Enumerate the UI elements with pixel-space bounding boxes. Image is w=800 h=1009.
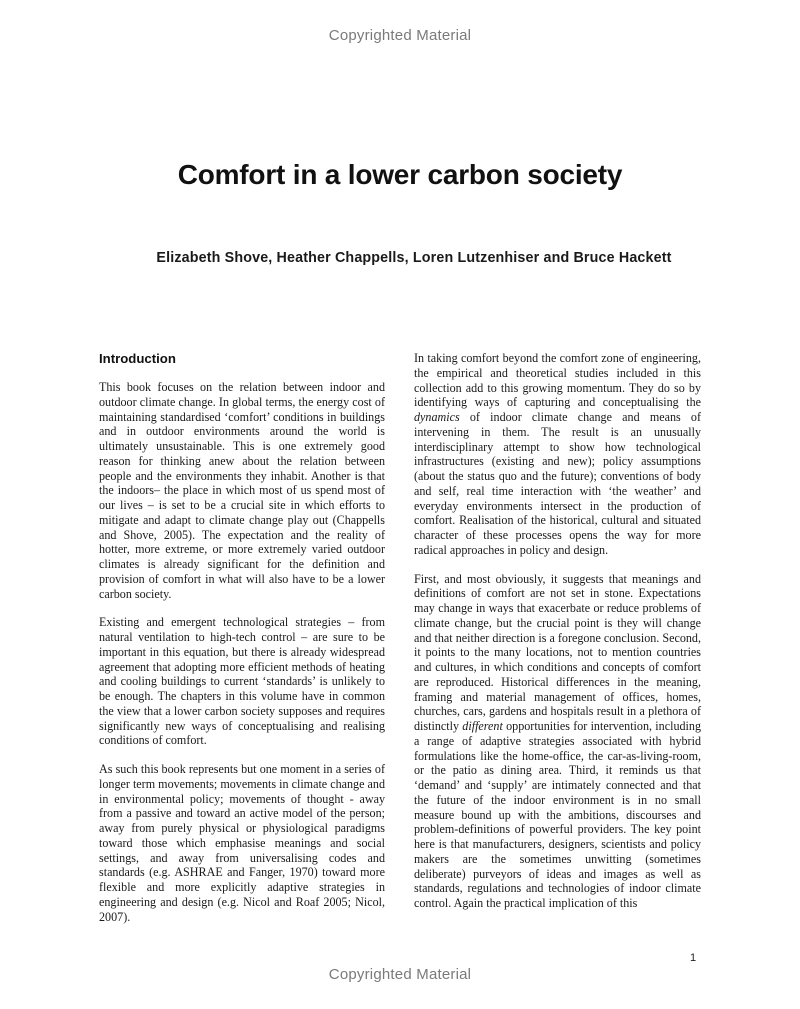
paragraph: As such this book represents but one moment in a series of longer term movements; movements in climate change and in environmental policy; movements of thought - away from a passive and toward an active model of the person; away from purely physical or physiological paradigms toward those which emphasise meanings and social settings, and away from universalising codes and standards (e.g. ASHRAE and Fanger, 1970) toward more flexible and more explicitly adaptive strategies in engineering and design (e.g. Nicol and Roaf 2005; Nicol, 2007).: [99, 762, 385, 924]
text-run: In taking comfort beyond the comfort zone of engineering, the empirical and theoretical studies included in this collection add to this growing momentum. They do so by identifying ways of capturing and conceptualising the: [414, 351, 701, 410]
left-column: [99, 350, 385, 924]
text-run: opportunities for intervention, including a range of adaptive strategies associated with hybrid formulations like the home-office, the car-as-living-room, or the patio as dining area. Third, it reminds us that ‘demand’ and ‘supply’ are intimately connected and that the future of the indoor environment is in no small measure bound up with the ambitions, discourses and problem-definitions of powerful providers. The key point here is that manufacturers, designers, scientists and policy makers are the sometimes unwitting (sometimes deliberate) purveyors of ideas and images as well as standards, regulations and technologies of indoor climate control. Again the practical implication of this: [414, 719, 701, 910]
text-run: First, and most obviously, it suggests that meanings and definitions of comfort are not set in stone. Expectations may change in ways that exacerbate or reduce problems of climate change, but the crucial point is they will change and that neither direction is a foregone conclusion. Second, it points to the many locations, not to mention countries and cultures, in which conditions and concepts of comfort are reproduced. Historical differences in the meaning, framing and material management of offices, homes, churches, cars, gardens and hospitals result in a plethora of distinctly: [414, 571, 701, 733]
paragraph: This book focuses on the relation between indoor and outdoor climate change. In global terms, the energy cost of maintaining standardised ‘comfort’ conditions in buildings and in outdoor environments around the world is ultimately unsustainable. This is one extremely good reason for thinking anew about the relation between people and the environments they inhabit. Another is that the indoors– the place in which most of us spend most of our lives – is set to be a crucial site in which efforts to mitigate and adapt to climate change play out (Chappells and Shove, 2005). The expectation and the reality of hotter, more extreme, or more extremely varied outdoor climates is already significant for the definition and provision of comfort in what will also have to be a lower carbon society.: [99, 380, 385, 601]
chapter-title: Comfort in a lower carbon society: [177, 158, 623, 190]
paragraph: Existing and emergent technological strategies – from natural ventilation to high-tech control – are sure to be important in this equation, but there is already widespread agreement that adopting more efficient methods of heating and cooling buildings to current ‘standards’ is unlikely to be enough. The chapters in this volume have in common the view that a lower carbon society supposes and requires significantly new ways of conceptualising and realising conditions of comfort.: [99, 615, 385, 748]
paragraph: [414, 351, 701, 558]
copyright-watermark-top: Copyrighted Material: [328, 27, 472, 44]
section-heading-introduction: Introduction: [99, 351, 176, 366]
emphasis-dynamics: dynamics: [414, 410, 460, 424]
paragraph: [414, 572, 701, 911]
page-number: 1: [690, 952, 697, 964]
copyright-watermark-bottom: Copyrighted Material: [328, 966, 472, 983]
text-run: of indoor climate change and means of intervening in them. The result is an unusually interdisciplinary attempt to show how technological infrastructures (existing and new); policy assumptions (about the status quo and the future); conventions of body and self, real time interaction with ‘the weather’ and everyday environments intersect in the production of comfort. Realisation of the historical, cultural and situated character of these processes opens the way for more radical approaches in policy and design.: [414, 410, 701, 557]
right-column: [414, 351, 701, 911]
emphasis-different: different: [462, 719, 503, 733]
chapter-authors: Elizabeth Shove, Heather Chappells, Loren Lutzenhiser and Bruce Hackett: [156, 250, 672, 266]
